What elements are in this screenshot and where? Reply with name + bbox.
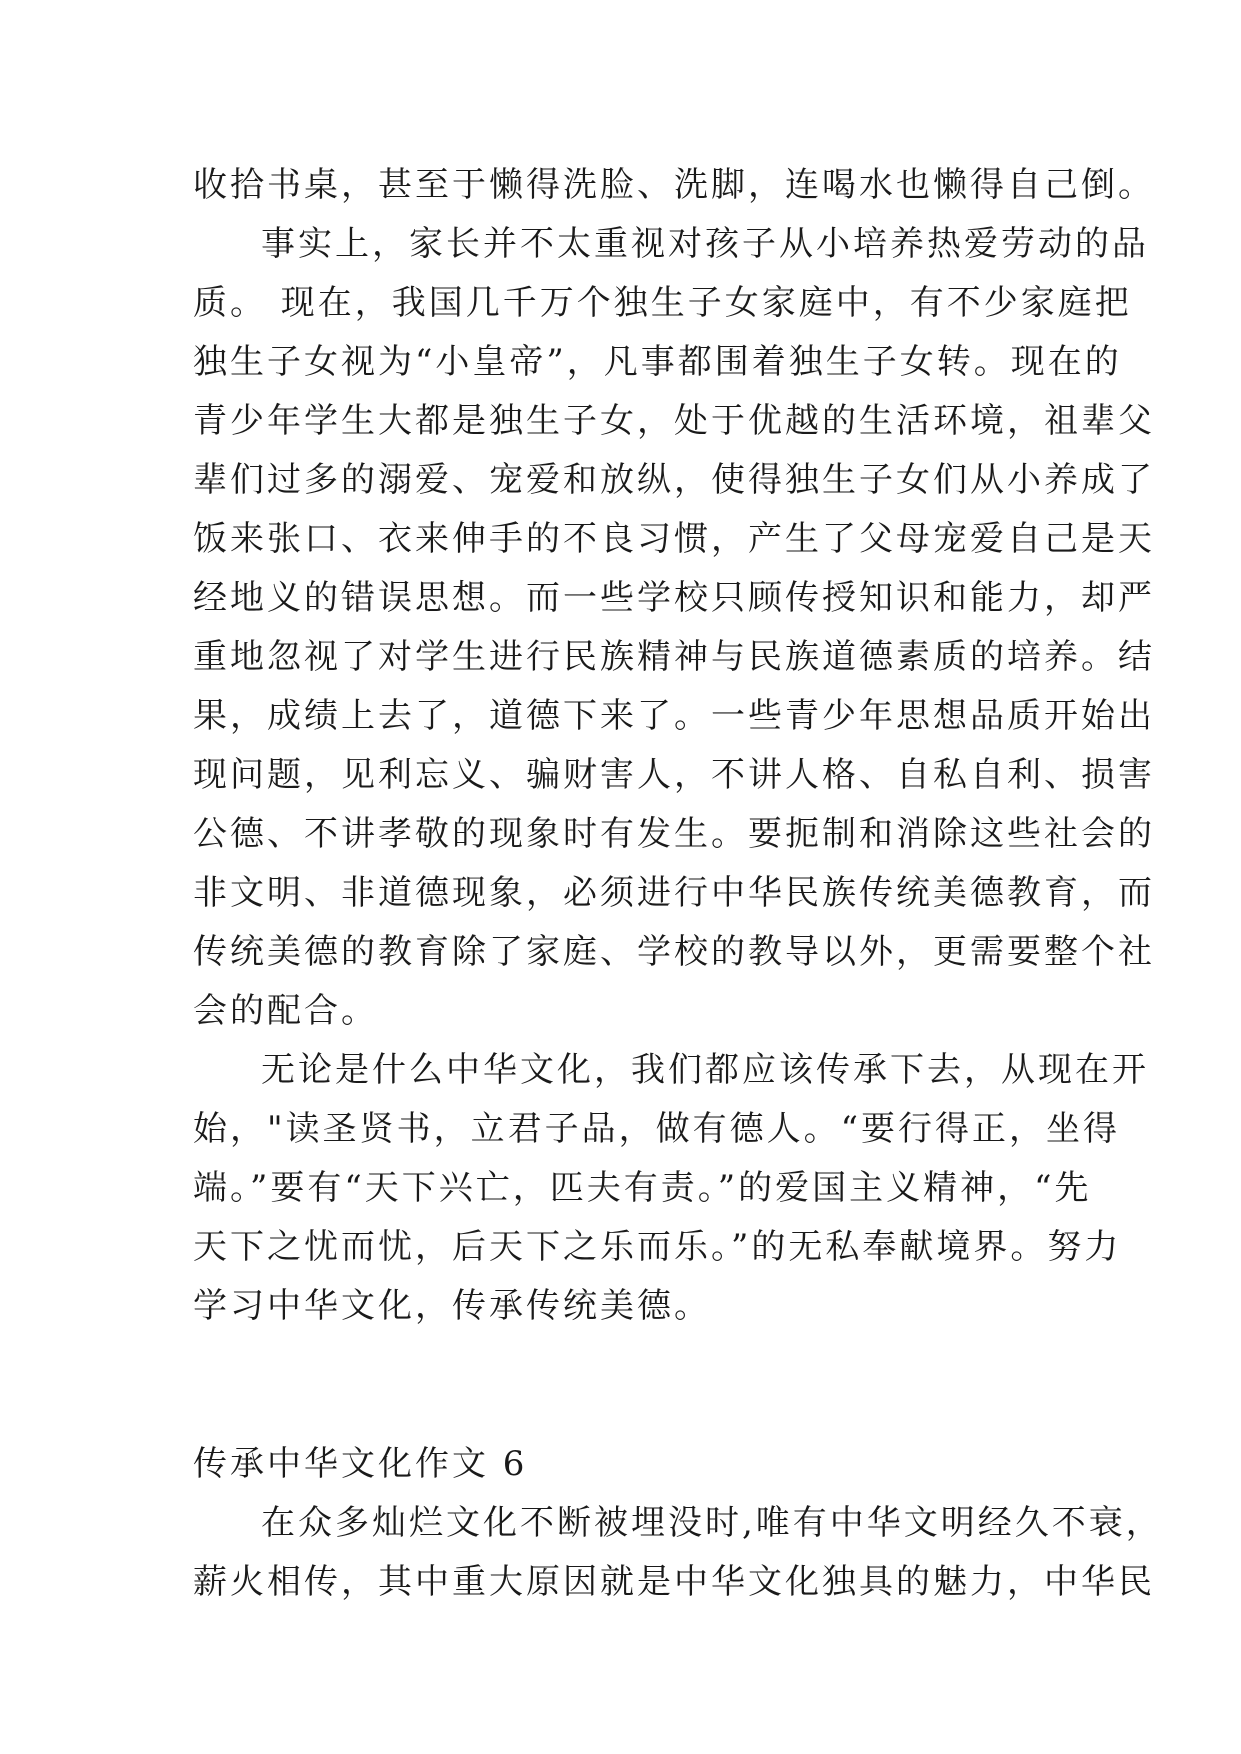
- text-line: 经地义的错误思想。而一些学校只顾传授知识和能力，却严: [193, 578, 1155, 618]
- document-body: [193, 156, 1163, 1612]
- text-line: 天下之忧而忧，后天下之乐而乐。”的无私奉献境界。努力: [193, 1227, 1122, 1267]
- paragraph-4: [193, 1494, 1163, 1612]
- text-line: 果，成绩上去了，道德下来了。一些青少年思想品质开始出: [193, 696, 1155, 736]
- text-line: 非文明、非道德现象，必须进行中华民族传统美德教育，而: [193, 873, 1155, 913]
- text-line: 收拾书桌，甚至于懒得洗脸、洗脚，连喝水也懒得自己倒。: [193, 165, 1155, 205]
- text-line: 青少年学生大都是独生子女，处于优越的生活环境，祖辈父: [193, 401, 1155, 441]
- text-line: 在众多灿烂文化不断被埋没时,唯有中华文明经久不衰，: [261, 1503, 1163, 1543]
- text-line: 现问题，见利忘义、骗财害人，不讲人格、自私自利、损害: [193, 755, 1155, 795]
- text-line: 端。”要有“天下兴亡，匹夫有责。”的爱国主义精神，“先: [193, 1168, 1092, 1208]
- text-line: 独生子女视为“小皇帝”，凡事都围着独生子女转。现在的: [193, 342, 1122, 382]
- section-spacer: [193, 1336, 1053, 1435]
- text-line: 会的配合。: [193, 991, 378, 1031]
- paragraph-2: [193, 215, 1155, 1041]
- text-line: 饭来张口、衣来伸手的不良习惯，产生了父母宠爱自己是天: [193, 519, 1155, 559]
- text-line: 公德、不讲孝敬的现象时有发生。要扼制和消除这些社会的: [193, 814, 1155, 854]
- text-line: 学习中华文化，传承传统美德。: [193, 1286, 711, 1326]
- text-line: 重地忽视了对学生进行民族精神与民族道德素质的培养。结: [193, 637, 1155, 677]
- text-line: 事实上，家长并不太重视对孩子从小培养热爱劳动的品: [261, 224, 1149, 264]
- text-line: 传统美德的教育除了家庭、学校的教导以外，更需要整个社: [193, 932, 1155, 972]
- text-line: 质。 现在，我国几千万个独生子女家庭中，有不少家庭把: [193, 283, 1132, 323]
- paragraph-1: [193, 156, 1155, 215]
- section-title: 传承中华文化作文 6: [193, 1444, 528, 1484]
- text-line: 辈们过多的溺爱、宠爱和放纵，使得独生子女们从小养成了: [193, 460, 1155, 500]
- text-line: 无论是什么中华文化，我们都应该传承下去，从现在开: [261, 1050, 1149, 1090]
- paragraph-3: [193, 1041, 1149, 1336]
- text-line: 始，"读圣贤书，立君子品，做有德人。“要行得正，坐得: [193, 1109, 1121, 1149]
- text-line: 薪火相传，其中重大原因就是中华文化独具的魅力，中华民: [193, 1562, 1155, 1602]
